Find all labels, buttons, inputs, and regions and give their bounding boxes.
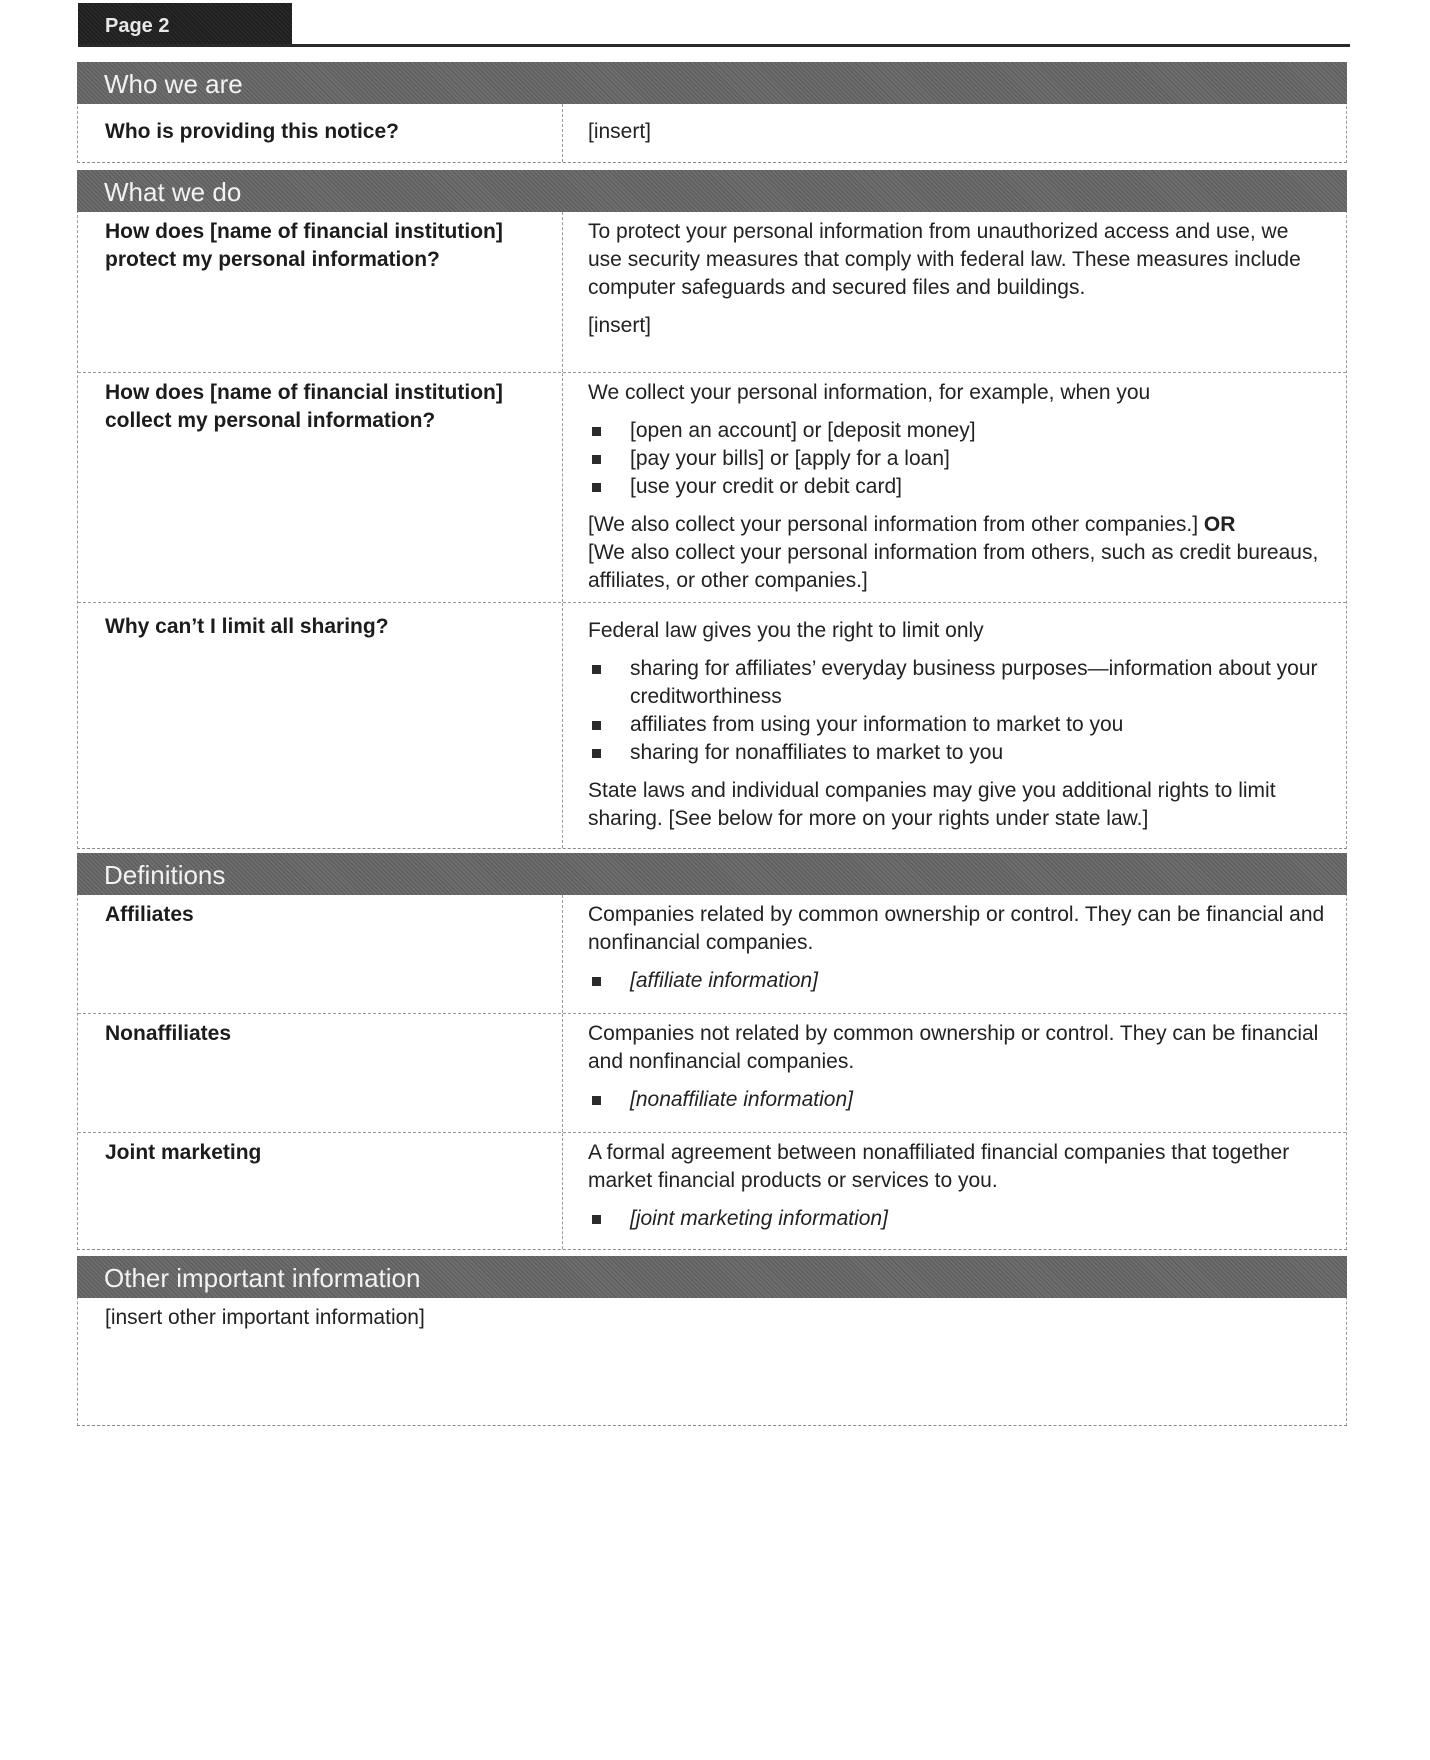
answer-paragraph: [We also collect your personal information from other companies.] OR [We also collect your personal information from others, such as credit bureaus, affiliates, or other companies.]: [588, 513, 1319, 592]
section-definitions: [77, 853, 1347, 1250]
page-number-tab: Page 2: [78, 3, 292, 46]
term-cell: Affiliates: [78, 895, 563, 1013]
bullet-list: [588, 1086, 1326, 1114]
term-cell: Joint marketing: [78, 1133, 563, 1249]
answer-cell: [563, 603, 1346, 848]
table-row: [78, 212, 1346, 372]
term-cell: Nonaffiliates: [78, 1014, 563, 1132]
square-bullet-icon: [592, 455, 601, 464]
answer-paragraph: Federal law gives you the right to limit only: [588, 619, 984, 642]
answer-paragraph: To protect your personal information from unauthorized access and use, we use security measures that comply with federal law. These measures include computer safeguards and secured files and buildings.: [588, 220, 1301, 299]
square-bullet-icon: [592, 1215, 601, 1224]
list-item: [joint marketing information]: [588, 1205, 1326, 1233]
square-bullet-icon: [592, 977, 601, 986]
section-what-we-do: [77, 170, 1347, 849]
definition-cell: [563, 1014, 1346, 1132]
table-row: [78, 104, 1346, 162]
definition-text: A formal agreement between nonaffiliated financial companies that together market financial products or services to you.: [588, 1141, 1290, 1192]
list-item: [nonaffiliate information]: [588, 1086, 1326, 1114]
answer-paragraph: State laws and individual companies may give you additional rights to limit sharing. [See below for more on your rights under state law.]: [588, 779, 1276, 830]
square-bullet-icon: [592, 721, 601, 730]
list-item: [affiliate information]: [588, 967, 1326, 995]
list-item: affiliates from using your information to market to you: [588, 711, 1326, 739]
square-bullet-icon: [592, 427, 601, 436]
question-cell: Who is providing this notice?: [78, 104, 563, 162]
question-cell: How does [name of financial institution] collect my personal information?: [78, 373, 563, 602]
list-item: [pay your bills] or [apply for a loan]: [588, 445, 1326, 473]
section-title: Other important information: [77, 1256, 1347, 1298]
table-row: [78, 602, 1346, 848]
square-bullet-icon: [592, 483, 601, 492]
section-who-we-are: [77, 62, 1347, 163]
definition-cell: [563, 1133, 1346, 1249]
question-cell: How does [name of financial institution] protect my personal information?: [78, 212, 563, 372]
other-information-content: [insert other important information]: [105, 1306, 425, 1329]
question-cell: Why can’t I limit all sharing?: [78, 603, 563, 848]
list-item: [use your credit or debit card]: [588, 473, 1326, 501]
answer-paragraph: We collect your personal information, for example, when you: [588, 381, 1151, 404]
section-title: What we do: [77, 170, 1347, 212]
definition-text: Companies not related by common ownership or control. They can be financial and nonfinancial companies.: [588, 1022, 1319, 1073]
header-rule: [78, 44, 1350, 47]
bullet-list: [588, 1205, 1326, 1233]
square-bullet-icon: [592, 665, 601, 674]
answer-cell: [insert]: [588, 120, 652, 143]
list-item: [open an account] or [deposit money]: [588, 417, 1326, 445]
section-title: Who we are: [77, 62, 1347, 104]
table-row: [78, 1132, 1346, 1249]
table-row: [78, 895, 1346, 1013]
list-item: sharing for affiliates’ everyday business purposes—information about your creditworthiness: [588, 655, 1326, 711]
answer-cell: [563, 212, 1346, 372]
bullet-list: [588, 655, 1326, 767]
square-bullet-icon: [592, 1096, 601, 1105]
definition-cell: [563, 895, 1346, 1013]
bullet-list: [588, 417, 1326, 501]
square-bullet-icon: [592, 749, 601, 758]
section-title: Definitions: [77, 853, 1347, 895]
answer-cell: [563, 373, 1346, 602]
definition-text: Companies related by common ownership or control. They can be financial and nonfinancial companies.: [588, 903, 1325, 954]
answer-paragraph: [insert]: [588, 314, 652, 337]
bullet-list: [588, 967, 1326, 995]
list-item: sharing for nonaffiliates to market to you: [588, 739, 1326, 767]
section-other-important-information: [77, 1256, 1347, 1426]
table-row: [78, 1013, 1346, 1132]
table-row: [78, 372, 1346, 602]
